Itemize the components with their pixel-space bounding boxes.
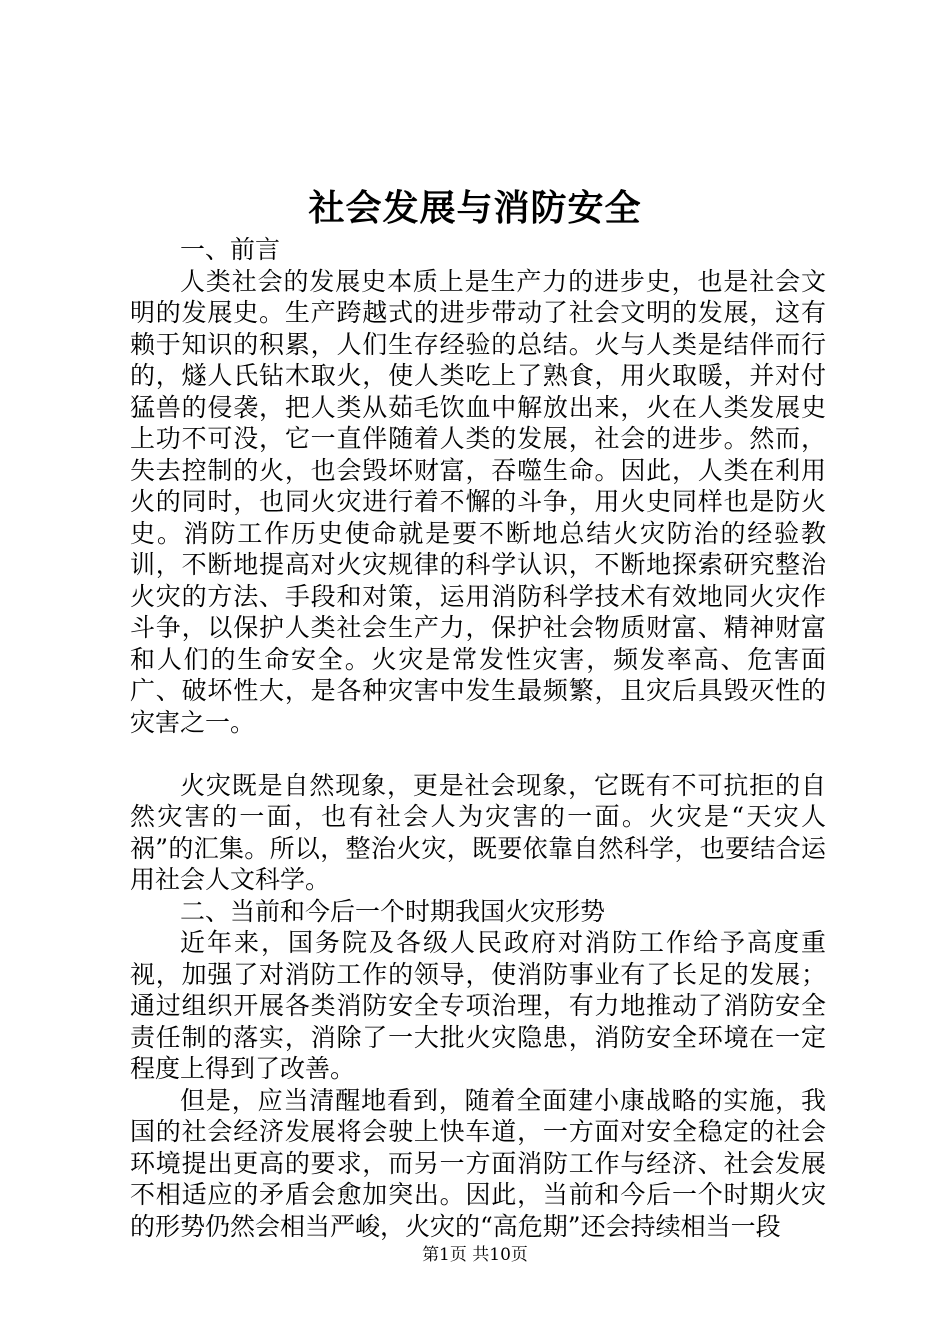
paragraph-spacer	[130, 738, 826, 770]
document-body	[130, 234, 826, 1242]
body-paragraph: 火灾既是自然现象，更是社会现象，它既有不可抗拒的自然灾害的一面，也有社会人为灾害的一面。火灾是“天灾人祸”的汇集。所以，整治火灾，既要依靠自然科学，也要结合运用社会人文科学。	[130, 770, 826, 894]
page-number-footer: 第1页 共10页	[422, 1245, 528, 1265]
section-heading-preface: 一、前言	[180, 235, 281, 264]
body-paragraph: 但是，应当清醒地看到，随着全面建小康战略的实施，我国的社会经济发展将会驶上快车道，一方面对安全稳定的社会环境提出更高的要求，而另一方面消防工作与经济、社会发展不相适应的矛盾会愈加突出。因此，当前和今后一个时期火灾的形势仍然会相当严峻，火灾的“高危期”还会持续相当一段	[130, 1085, 826, 1241]
section-heading-fire-situation: 二、当前和今后一个时期我国火灾形势	[180, 896, 606, 926]
document-title: 社会发展与消防安全	[308, 187, 642, 229]
body-paragraph: 近年来，国务院及各级人民政府对消防工作给予高度重视，加强了对消防工作的领导，使消防事业有了长足的发展；通过组织开展各类消防安全专项治理，有力地推动了消防安全责任制的落实，消除了一大批火灾隐患，消防安全环境在一定程度上得到了改善。	[130, 928, 826, 1083]
body-paragraph: 人类社会的发展史本质上是生产力的进步史，也是社会文明的发展史。生产跨越式的进步带动了社会文明的发展，这有赖于知识的积累，人们生存经验的总结。火与人类是结伴而行的，燧人氏钻木取火，使人类吃上了熟食，用火取暖，并对付猛兽的侵袭，把人类从茹毛饮血中解放出来，火在人类发展史上功不可没，它一直伴随着人类的发展，社会的进步。然而，失去控制的火，也会毁坏财富，吞噬生命。因此，人类在利用火的同时，也同火灾进行着不懈的斗争，用火史同样也是防火史。消防工作历史使命就是要不断地总结火灾防治的经验教训，不断地提高对火灾规律的科学认识，不断地探索研究整治火灾的方法、手段和对策，运用消防科学技术有效地同火灾作斗争，以保护人类社会生产力，保护社会物质财富、精神财富和人们的生命安全。火灾是常发性灾害，频发率高、危害面广、破坏性大，是各种灾害中发生最频繁，且灾后具毁灭性的灾害之一。	[130, 266, 826, 737]
